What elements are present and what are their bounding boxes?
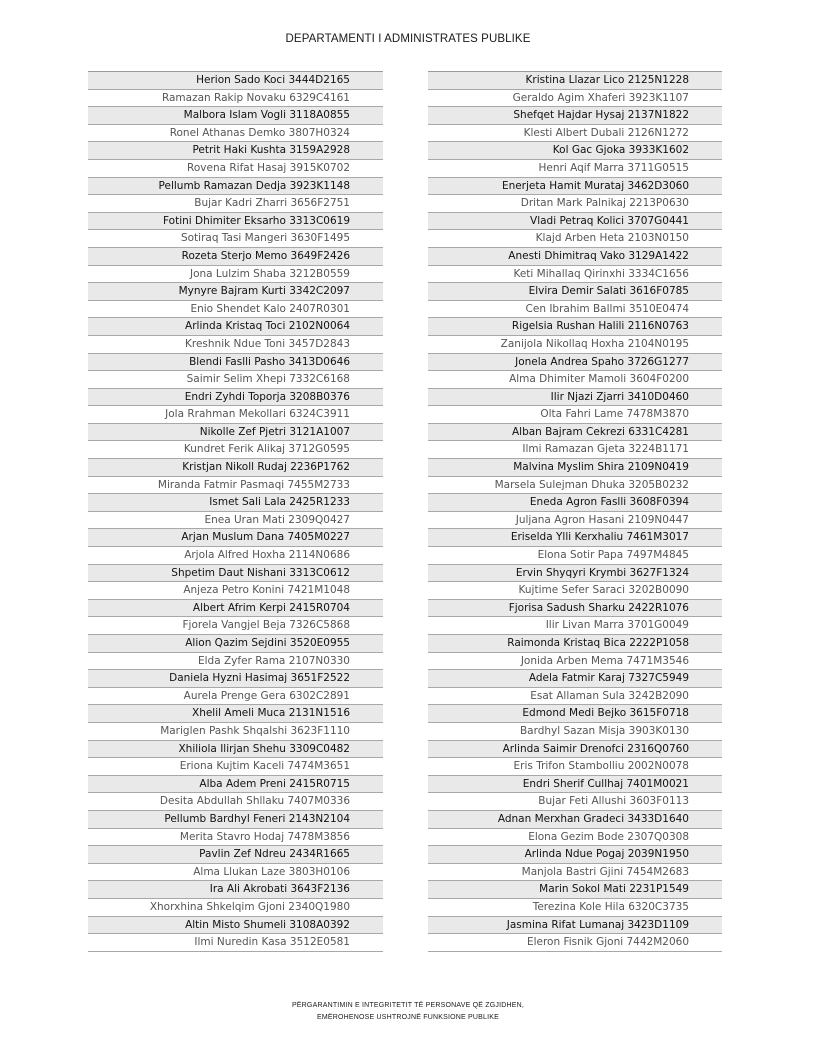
list-item: Vladi Petraq Kolici 3707G0441 [428,213,722,231]
footer-line-1: PËRGARANTIMIN E INTEGRITETIT TË PERSONAVE QË ZGJIDHEN, [291,1002,525,1009]
list-item: Ilir Livan Marra 3701G0049 [428,617,722,635]
list-item: Marsela Sulejman Dhuka 3205B0232 [428,477,722,495]
list-item: Saimir Selim Xhepi 7332C6168 [88,371,383,389]
list-item: Pavlin Zef Ndreu 2434R1665 [88,846,383,864]
list-item: Alban Bajram Cekrezi 6331C4281 [428,424,722,442]
list-item: Arlinda Ndue Pogaj 2039N1950 [428,846,722,864]
list-item: Kreshnik Ndue Toni 3457D2843 [88,336,383,354]
list-item: Jona Lulzim Shaba 3212B0559 [88,266,383,284]
list-item: Elona Gezim Bode 2307Q0308 [428,829,722,847]
list-item: Malbora Islam Vogli 3118A0855 [88,107,383,125]
list-item: Albert Afrim Kerpi 2415R0704 [88,600,383,618]
list-item: Ilir Njazi Zjarri 3410D0460 [428,389,722,407]
list-item: Anesti Dhimitraq Vako 3129A1422 [428,248,722,266]
list-item: Endri Zyhdi Toporja 3208B0376 [88,389,383,407]
list-item: Juljana Agron Hasani 2109N0447 [428,512,722,530]
left-name-list [88,71,383,952]
list-item: Shpetim Daut Nishani 3313C0612 [88,565,383,583]
list-item: Alba Adem Preni 2415R0715 [88,776,383,794]
list-item: Rozeta Sterjo Memo 3649F2426 [88,248,383,266]
list-item: Alion Qazim Sejdini 3520E0955 [88,635,383,653]
list-item: Malvina Myslim Shira 2109N0419 [428,459,722,477]
list-item: Adnan Merxhan Gradeci 3433D1640 [428,811,722,829]
list-item: Enea Uran Mati 2309Q0427 [88,512,383,530]
list-item: Pellumb Bardhyl Feneri 2143N2104 [88,811,383,829]
list-item: Fjorela Vangjel Beja 7326C5868 [88,617,383,635]
list-item: Ronel Athanas Demko 3807H0324 [88,125,383,143]
list-item: Keti Mihallaq Qirinxhi 3334C1656 [428,266,722,284]
list-item: Eneda Agron Faslli 3608F0394 [428,494,722,512]
list-item: Cen Ibrahim Ballmi 3510E0474 [428,301,722,319]
list-item: Ismet Sali Lala 2425R1233 [88,494,383,512]
list-item: Alma Dhimiter Mamoli 3604F0200 [428,371,722,389]
list-item: Eleron Fisnik Gjoni 7442M2060 [428,934,722,952]
list-item: Geraldo Agim Xhaferi 3923K1107 [428,90,722,108]
list-item: Altin Misto Shumeli 3108A0392 [88,917,383,935]
list-item: Fotini Dhimiter Eksarho 3313C0619 [88,213,383,231]
list-item: Rovena Rifat Hasaj 3915K0702 [88,160,383,178]
list-item: Arlinda Saimir Drenofci 2316Q0760 [428,741,722,759]
list-item: Petrit Haki Kushta 3159A2928 [88,142,383,160]
list-item: Anjeza Petro Konini 7421M1048 [88,582,383,600]
list-item: Ilmi Ramazan Gjeta 3224B1171 [428,441,722,459]
list-item: Olta Fahri Lame 7478M3870 [428,406,722,424]
list-item: Ervin Shyqyri Krymbi 3627F1324 [428,565,722,583]
list-item: Bujar Kadri Zharri 3656F2751 [88,195,383,213]
list-item: Arjola Alfred Hoxha 2114N0686 [88,547,383,565]
list-item: Kristjan Nikoll Rudaj 2236P1762 [88,459,383,477]
list-item: Eris Trifon Stambolliu 2002N0078 [428,758,722,776]
list-item: Elvira Demir Salati 3616F0785 [428,283,722,301]
list-item: Zanijola Nikollaq Hoxha 2104N0195 [428,336,722,354]
list-item: Sotiraq Tasi Mangeri 3630F1495 [88,230,383,248]
list-item: Dritan Mark Palnikaj 2213P0630 [428,195,722,213]
list-item: Terezina Kole Hila 6320C3735 [428,899,722,917]
list-item: Miranda Fatmir Pasmaqi 7455M2733 [88,477,383,495]
list-item: Edmond Medi Bejko 3615F0718 [428,705,722,723]
list-item: Aurela Prenge Gera 6302C2891 [88,688,383,706]
list-item: Raimonda Kristaq Bica 2222P1058 [428,635,722,653]
page-title: DEPARTAMENTI I ADMINISTRATES PUBLIKE [285,33,531,45]
list-item: Nikolle Zef Pjetri 3121A1007 [88,424,383,442]
footer-line-2: EMËROHENOSE USHTROJNË FUNKSIONE PUBLIKE [316,1014,500,1021]
list-item: Elona Sotir Papa 7497M4845 [428,547,722,565]
list-item: Eriona Kujtim Kaceli 7474M3651 [88,758,383,776]
list-item: Kol Gac Gjoka 3933K1602 [428,142,722,160]
list-item: Shefqet Hajdar Hysaj 2137N1822 [428,107,722,125]
list-item: Jonela Andrea Spaho 3726G1277 [428,354,722,372]
list-item: Mariglen Pashk Shqalshi 3623F1110 [88,723,383,741]
list-item: Alma Llukan Laze 3803H0106 [88,864,383,882]
list-item: Klesti Albert Dubali 2126N1272 [428,125,722,143]
list-item: Merita Stavro Hodaj 7478M3856 [88,829,383,847]
list-item: Kujtime Sefer Saraci 3202B0090 [428,582,722,600]
list-item: Eriselda Ylli Kerxhaliu 7461M3017 [428,529,722,547]
list-item: Ira Ali Akrobati 3643F2136 [88,881,383,899]
right-name-list [428,71,722,952]
list-item: Elda Zyfer Rama 2107N0330 [88,653,383,671]
list-item: Mynyre Bajram Kurti 3342C2097 [88,283,383,301]
list-item: Ilmi Nuredin Kasa 3512E0581 [88,934,383,952]
list-item: Kristina Llazar Lico 2125N1228 [428,72,722,90]
list-item: Kundret Ferik Alikaj 3712G0595 [88,441,383,459]
list-item: Desita Abdullah Shllaku 7407M0336 [88,793,383,811]
list-item: Daniela Hyzni Hasimaj 3651F2522 [88,670,383,688]
list-item: Fjorisa Sadush Sharku 2422R1076 [428,600,722,618]
list-item: Marin Sokol Mati 2231P1549 [428,881,722,899]
list-item: Xhelil Ameli Muca 2131N1516 [88,705,383,723]
footer [0,1000,816,1024]
list-item: Enerjeta Hamit Murataj 3462D3060 [428,178,722,196]
list-item: Arjan Muslum Dana 7405M0227 [88,529,383,547]
list-item: Xhiliola Ilirjan Shehu 3309C0482 [88,741,383,759]
list-item: Bujar Feti Allushi 3603F0113 [428,793,722,811]
list-item: Enio Shendet Kalo 2407R0301 [88,301,383,319]
list-item: Herion Sado Koci 3444D2165 [88,72,383,90]
list-item: Pellumb Ramazan Dedja 3923K1148 [88,178,383,196]
list-item: Henri Aqif Marra 3711G0515 [428,160,722,178]
list-item: Adela Fatmir Karaj 7327C5949 [428,670,722,688]
list-item: Esat Allaman Sula 3242B2090 [428,688,722,706]
list-item: Xhorxhina Shkelqim Gjoni 2340Q1980 [88,899,383,917]
list-item: Jonida Arben Mema 7471M3546 [428,653,722,671]
list-item: Rigelsia Rushan Halili 2116N0763 [428,318,722,336]
list-item: Bardhyl Sazan Misja 3903K0130 [428,723,722,741]
list-item: Jola Rrahman Mekollari 6324C3911 [88,406,383,424]
list-item: Klajd Arben Heta 2103N0150 [428,230,722,248]
list-item: Ramazan Rakip Novaku 6329C4161 [88,90,383,108]
list-item: Blendi Faslli Pasho 3413D0646 [88,354,383,372]
list-item: Endri Sherif Cullhaj 7401M0021 [428,776,722,794]
list-item: Jasmina Rifat Lumanaj 3423D1109 [428,917,722,935]
list-item: Arlinda Kristaq Toci 2102N0064 [88,318,383,336]
list-item: Manjola Bastri Gjini 7454M2683 [428,864,722,882]
